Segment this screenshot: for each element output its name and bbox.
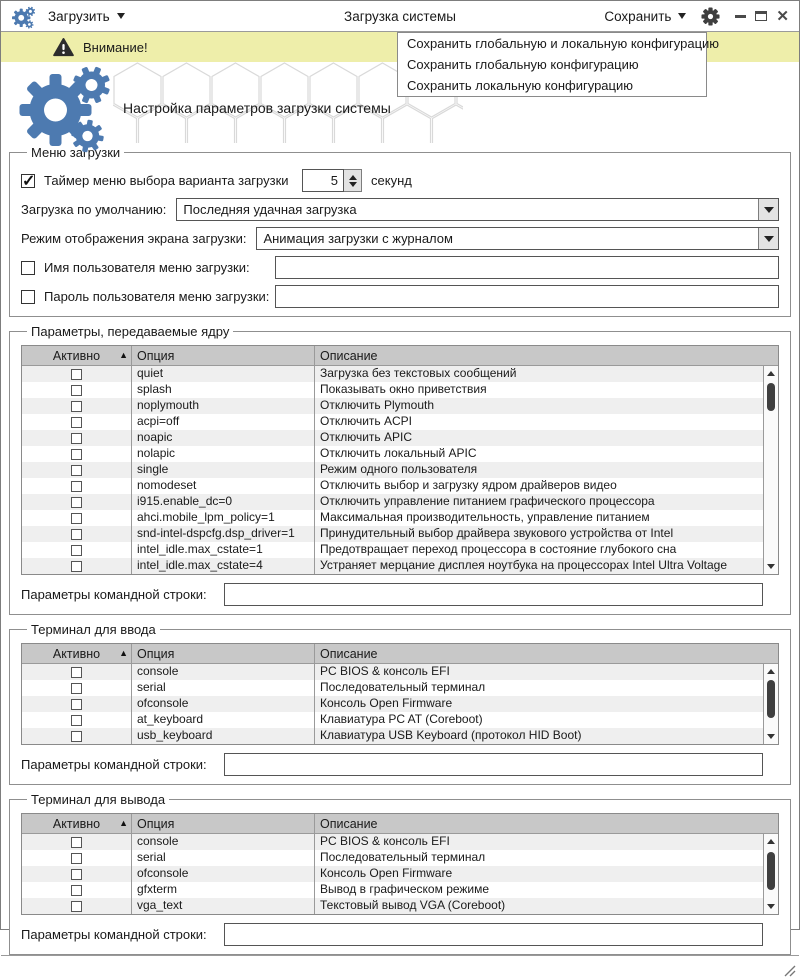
input-terminal-group: [9, 622, 791, 785]
row-active-cell: [22, 898, 132, 914]
default-boot-row: [21, 198, 779, 221]
row-checkbox[interactable]: [71, 561, 82, 572]
row-active-cell: [22, 680, 132, 696]
menu-item-save-global-local[interactable]: Сохранить глобальную и локальную конфигурацию: [407, 36, 720, 51]
row-description: PC BIOS & консоль EFI: [320, 834, 450, 848]
timer-spinner: [302, 169, 362, 192]
username-row: [21, 256, 779, 279]
table-row[interactable]: [22, 850, 763, 866]
row-description: Предотвращает переход процессора в состояние глубокого сна: [320, 542, 677, 556]
output-cmdline-row: [21, 923, 779, 946]
sort-ascending-icon: ▲: [119, 350, 128, 360]
output-cmdline-label: Параметры командной строки:: [21, 927, 207, 942]
column-header-active[interactable]: [22, 644, 132, 663]
row-active-cell: [22, 850, 132, 866]
table-header: [22, 644, 778, 664]
row-option: console: [132, 664, 315, 680]
display-mode-row: [21, 227, 779, 250]
table-row[interactable]: [22, 882, 763, 898]
password-checkbox[interactable]: [21, 290, 35, 304]
combo-arrow-button[interactable]: [758, 199, 778, 220]
chevron-down-icon: [678, 13, 686, 19]
warning-icon: [53, 38, 74, 57]
table-header: [22, 346, 778, 366]
table-row[interactable]: [22, 398, 763, 414]
row-checkbox[interactable]: [71, 545, 82, 556]
scroll-up-icon[interactable]: [764, 665, 778, 678]
output-terminal-table: [21, 813, 779, 915]
toolbar: [1, 1, 799, 32]
kernel-cmdline-input[interactable]: [224, 583, 763, 606]
table-row[interactable]: [22, 446, 763, 462]
row-active-cell: [22, 834, 132, 850]
row-active-cell: [22, 696, 132, 712]
table-row[interactable]: [22, 478, 763, 494]
table-row[interactable]: [22, 558, 763, 574]
table-row[interactable]: [22, 728, 763, 744]
password-label: Пароль пользователя меню загрузки:: [44, 289, 270, 304]
row-option: intel_idle.max_cstate=4: [132, 558, 315, 574]
username-input[interactable]: [275, 256, 779, 279]
chevron-down-icon: [117, 13, 125, 19]
scroll-down-icon[interactable]: [764, 730, 778, 743]
table-row[interactable]: [22, 834, 763, 850]
kernel-params-legend: Параметры, передаваемые ядру: [31, 324, 230, 339]
save-menu-label: Сохранить: [604, 8, 672, 24]
row-description: Последовательный терминал: [320, 850, 486, 864]
row-checkbox[interactable]: [71, 529, 82, 540]
row-checkbox[interactable]: [71, 885, 82, 896]
password-row: [21, 285, 779, 308]
username-checkbox[interactable]: [21, 261, 35, 275]
boot-menu-legend: Меню загрузки: [31, 145, 121, 160]
row-checkbox[interactable]: [71, 901, 82, 912]
default-boot-combobox[interactable]: [176, 198, 779, 221]
row-checkbox[interactable]: [71, 369, 82, 380]
column-header-option[interactable]: Опция: [132, 346, 315, 365]
column-header-description[interactable]: Описание: [320, 646, 378, 661]
default-boot-value: Последняя удачная загрузка: [183, 202, 357, 217]
table-row[interactable]: [22, 898, 763, 914]
row-active-cell: [22, 664, 132, 680]
row-checkbox[interactable]: [71, 401, 82, 412]
table-row[interactable]: [22, 712, 763, 728]
row-option: console: [132, 834, 315, 850]
input-cmdline-input[interactable]: [224, 753, 763, 776]
row-checkbox[interactable]: [71, 853, 82, 864]
row-option: i915.enable_dc=0: [132, 494, 315, 510]
row-description: Консоль Open Firmware: [320, 696, 453, 710]
column-header-active[interactable]: [22, 346, 132, 365]
kernel-params-group: [9, 324, 791, 615]
row-option: usb_keyboard: [132, 728, 315, 744]
output-terminal-legend: Терминал для вывода: [31, 792, 166, 807]
input-cmdline-label: Параметры командной строки:: [21, 757, 207, 772]
row-checkbox[interactable]: [71, 683, 82, 694]
scrollbar-thumb[interactable]: [767, 680, 775, 718]
row-active-cell: [22, 430, 132, 446]
row-checkbox[interactable]: [71, 497, 82, 508]
close-button[interactable]: ✕: [776, 7, 789, 25]
row-active-cell: [22, 398, 132, 414]
save-menu-button[interactable]: [604, 9, 686, 24]
row-description: Отключить ACPI: [320, 414, 412, 428]
row-checkbox[interactable]: [71, 715, 82, 726]
row-option: intel_idle.max_cstate=1: [132, 542, 315, 558]
table-row[interactable]: [22, 510, 763, 526]
spin-up-icon: [349, 175, 357, 180]
row-description: Отключить Plymouth: [320, 398, 435, 412]
minimize-button[interactable]: [735, 15, 746, 18]
row-option: serial: [132, 680, 315, 696]
table-row[interactable]: [22, 494, 763, 510]
row-description: Консоль Open Firmware: [320, 866, 453, 880]
row-description: Загрузка без текстовых сообщений: [320, 366, 517, 380]
row-checkbox[interactable]: [71, 731, 82, 742]
row-description: Отключить локальный APIC: [320, 446, 477, 460]
chevron-down-icon: [764, 207, 774, 213]
scroll-down-icon[interactable]: [764, 900, 778, 913]
scrollbar-thumb[interactable]: [767, 383, 775, 411]
table-body: [22, 834, 763, 914]
output-cmdline-input[interactable]: [224, 923, 763, 946]
row-option: quiet: [132, 366, 315, 382]
output-terminal-group: [9, 792, 791, 955]
vertical-scrollbar[interactable]: [763, 366, 778, 574]
row-checkbox[interactable]: [71, 869, 82, 880]
table-row[interactable]: [22, 866, 763, 882]
row-option: ahci.mobile_lpm_policy=1: [132, 510, 315, 526]
column-header-label: Активно: [52, 348, 101, 363]
menu-item-save-local[interactable]: Сохранить локальную конфигурацию: [407, 78, 633, 93]
row-checkbox[interactable]: [71, 433, 82, 444]
sort-ascending-icon: ▲: [119, 648, 128, 658]
input-terminal-table: [21, 643, 779, 745]
timer-value[interactable]: 5: [302, 169, 344, 192]
row-description: Вывод в графическом режиме: [320, 882, 490, 896]
table-row[interactable]: [22, 366, 763, 382]
row-active-cell: [22, 414, 132, 430]
table-row[interactable]: [22, 430, 763, 446]
row-active-cell: [22, 510, 132, 526]
boot-menu-group: [9, 145, 791, 317]
timer-row: [21, 169, 779, 192]
table-row[interactable]: [22, 664, 763, 680]
column-header-description[interactable]: Описание: [320, 816, 378, 831]
vertical-scrollbar[interactable]: [763, 664, 778, 744]
row-option: single: [132, 462, 315, 478]
save-dropdown-menu: [397, 32, 720, 97]
row-checkbox[interactable]: [71, 667, 82, 678]
row-description: Режим одного пользователя: [320, 462, 478, 476]
row-checkbox[interactable]: [71, 837, 82, 848]
row-active-cell: [22, 366, 132, 382]
settings-gear-icon[interactable]: [701, 7, 720, 26]
row-active-cell: [22, 728, 132, 744]
status-bar: [1, 955, 799, 980]
chevron-down-icon: [764, 236, 774, 242]
row-option: ofconsole: [132, 696, 315, 712]
row-description: Клавиатура PC AT (Coreboot): [320, 712, 483, 726]
table-body: [22, 366, 763, 574]
row-option: gfxterm: [132, 882, 315, 898]
row-option: vga_text: [132, 898, 315, 914]
row-checkbox[interactable]: [71, 481, 82, 492]
row-description: Клавиатура USB Keyboard (протокол HID Boot): [320, 728, 582, 742]
gears-logo-icon: [15, 60, 110, 150]
row-checkbox[interactable]: [71, 385, 82, 396]
row-option: snd-intel-dspcfg.dsp_driver=1: [132, 526, 315, 542]
row-active-cell: [22, 866, 132, 882]
row-active-cell: [22, 712, 132, 728]
kernel-cmdline-label: Параметры командной строки:: [21, 587, 207, 602]
page-title: Настройка параметров загрузки системы: [123, 100, 391, 116]
row-description: Отключить управление питанием графического процессора: [320, 494, 655, 508]
combo-arrow-button[interactable]: [758, 228, 778, 249]
scroll-up-icon[interactable]: [764, 835, 778, 848]
row-active-cell: [22, 478, 132, 494]
row-active-cell: [22, 382, 132, 398]
default-boot-label: Загрузка по умолчанию:: [21, 202, 167, 217]
row-active-cell: [22, 542, 132, 558]
row-active-cell: [22, 494, 132, 510]
row-active-cell: [22, 882, 132, 898]
input-terminal-legend: Терминал для ввода: [31, 622, 156, 637]
row-option: at_keyboard: [132, 712, 315, 728]
username-label: Имя пользователя меню загрузки:: [44, 260, 250, 275]
row-option: splash: [132, 382, 315, 398]
row-option: ofconsole: [132, 866, 315, 882]
timer-checkbox[interactable]: [21, 174, 35, 188]
row-option: acpi=off: [132, 414, 315, 430]
row-option: nolapic: [132, 446, 315, 462]
row-checkbox[interactable]: [71, 513, 82, 524]
table-row[interactable]: [22, 680, 763, 696]
column-header-label: Активно: [52, 646, 101, 661]
row-description: PC BIOS & консоль EFI: [320, 664, 450, 678]
row-active-cell: [22, 526, 132, 542]
display-mode-value: Анимация загрузки с журналом: [263, 231, 453, 246]
load-menu-button[interactable]: [48, 9, 125, 24]
table-row[interactable]: [22, 414, 763, 430]
column-header-active[interactable]: [22, 814, 132, 833]
sort-ascending-icon: ▲: [119, 818, 128, 828]
kernel-params-table: [21, 345, 779, 575]
warning-text: Внимание!: [83, 39, 148, 55]
input-cmdline-row: [21, 753, 779, 776]
table-header: [22, 814, 778, 834]
spin-down-icon: [349, 182, 357, 187]
table-row[interactable]: [22, 542, 763, 558]
row-active-cell: [22, 462, 132, 478]
table-row[interactable]: [22, 696, 763, 712]
column-header-description[interactable]: Описание: [320, 348, 378, 363]
row-description: Текстовый вывод VGA (Coreboot): [320, 898, 506, 912]
row-description: Отключить выбор и загрузку ядром драйверов видео: [320, 478, 617, 492]
row-active-cell: [22, 446, 132, 462]
column-header-label: Активно: [52, 816, 101, 831]
column-header-option[interactable]: Опция: [132, 814, 315, 833]
row-description: Последовательный терминал: [320, 680, 486, 694]
row-description: Принудительный выбор драйвера звукового устройства от Intel: [320, 526, 674, 540]
row-active-cell: [22, 558, 132, 574]
menu-item-save-global[interactable]: Сохранить глобальную конфигурацию: [407, 57, 639, 72]
maximize-button[interactable]: [755, 11, 767, 21]
timer-unit: секунд: [371, 173, 412, 188]
row-description: Устраняет мерцание дисплея ноутбука на процессорах Intel Ultra Voltage: [320, 558, 727, 572]
scroll-down-icon[interactable]: [764, 560, 778, 573]
row-checkbox[interactable]: [71, 449, 82, 460]
scrollbar-thumb[interactable]: [767, 852, 775, 890]
spinner-buttons[interactable]: [344, 169, 362, 192]
column-header-option[interactable]: Опция: [132, 644, 315, 663]
app-gears-icon: [11, 5, 35, 28]
row-option: nomodeset: [132, 478, 315, 494]
table-body: [22, 664, 763, 744]
scroll-up-icon[interactable]: [764, 367, 778, 380]
row-checkbox[interactable]: [71, 699, 82, 710]
password-input[interactable]: [275, 285, 779, 308]
row-checkbox[interactable]: [71, 465, 82, 476]
row-description: Показывать окно приветствия: [320, 382, 487, 396]
window-title: Загрузка системы: [344, 9, 456, 24]
kernel-cmdline-row: [21, 583, 779, 606]
display-mode-label: Режим отображения экрана загрузки:: [21, 231, 247, 246]
table-row[interactable]: [22, 382, 763, 398]
vertical-scrollbar[interactable]: [763, 834, 778, 914]
display-mode-combobox[interactable]: [256, 227, 779, 250]
row-checkbox[interactable]: [71, 417, 82, 428]
row-description: Максимальная производительность, управление питанием: [320, 510, 650, 524]
table-row[interactable]: [22, 526, 763, 542]
row-option: serial: [132, 850, 315, 866]
row-option: noapic: [132, 430, 315, 446]
load-menu-label: Загрузить: [48, 8, 110, 24]
row-option: noplymouth: [132, 398, 315, 414]
timer-label: Таймер меню выбора варианта загрузки: [44, 173, 289, 188]
table-row[interactable]: [22, 462, 763, 478]
row-description: Отключить APIC: [320, 430, 412, 444]
resize-grip[interactable]: [783, 964, 796, 977]
